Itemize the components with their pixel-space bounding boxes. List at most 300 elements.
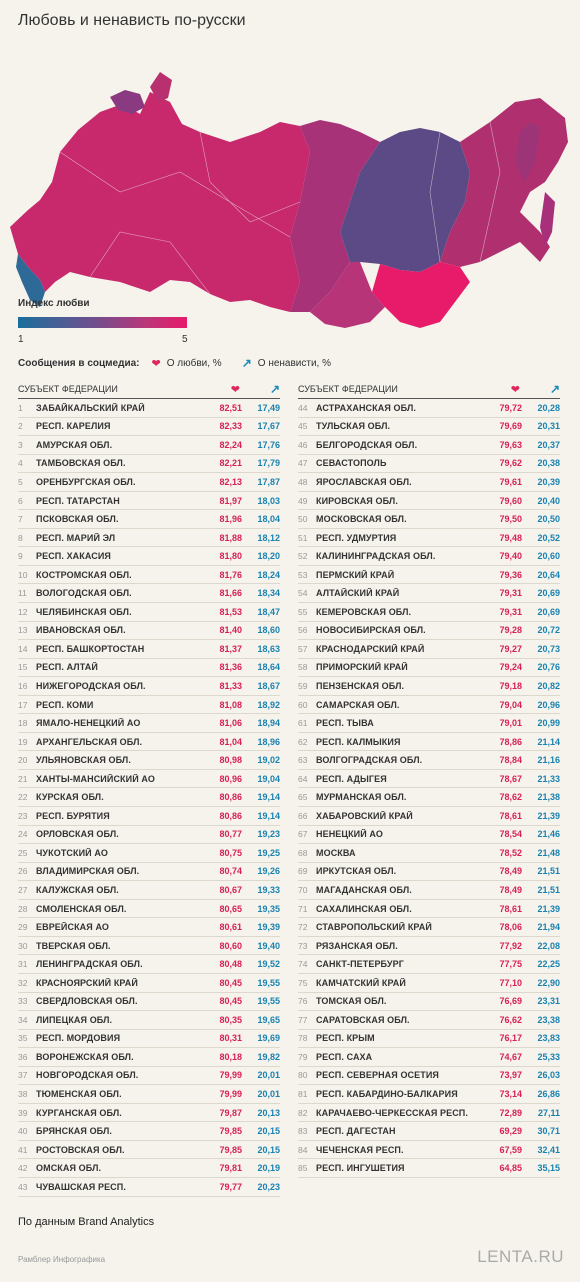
messages-legend-label: Сообщения в соцмедиа: bbox=[18, 357, 140, 369]
row-number: 17 bbox=[18, 699, 28, 710]
table-row bbox=[298, 418, 560, 437]
love-percent: 81,08 bbox=[219, 699, 242, 710]
ranking-table-left bbox=[18, 380, 280, 1197]
hate-percent: 23,38 bbox=[537, 1014, 560, 1025]
subject-name: РЕСП. ДАГЕСТАН bbox=[316, 1126, 396, 1137]
subject-name: АРХАНГЕЛЬСКАЯ ОБЛ. bbox=[36, 736, 143, 747]
love-percent: 82,13 bbox=[219, 476, 242, 487]
love-percent: 80,65 bbox=[219, 903, 242, 914]
row-number: 71 bbox=[298, 903, 308, 914]
table-row bbox=[298, 510, 560, 529]
row-number: 10 bbox=[18, 569, 28, 580]
table-row bbox=[298, 1122, 560, 1141]
table-row bbox=[298, 844, 560, 863]
subject-name: РЕСП. ХАКАСИЯ bbox=[36, 551, 111, 562]
subject-name: НОВГОРОДСКАЯ ОБЛ. bbox=[36, 1070, 139, 1081]
love-percent: 80,61 bbox=[219, 922, 242, 933]
table-row bbox=[298, 974, 560, 993]
subject-name: РЕСП. УДМУРТИЯ bbox=[316, 532, 397, 543]
row-number: 82 bbox=[298, 1107, 308, 1118]
love-percent: 82,51 bbox=[219, 402, 242, 413]
row-number: 8 bbox=[18, 532, 23, 543]
love-percent: 81,96 bbox=[219, 514, 242, 525]
love-percent: 78,62 bbox=[499, 792, 522, 803]
row-number: 6 bbox=[18, 495, 23, 506]
row-number: 43 bbox=[18, 1181, 28, 1192]
subject-name: ВОЛГОГРАДСКАЯ ОБЛ. bbox=[316, 755, 423, 766]
hate-percent: 18,24 bbox=[257, 569, 280, 580]
row-number: 34 bbox=[18, 1014, 28, 1025]
row-number: 75 bbox=[298, 977, 308, 988]
row-number: 73 bbox=[298, 940, 308, 951]
map-region-west bbox=[10, 92, 310, 312]
hate-percent: 20,50 bbox=[537, 514, 560, 525]
lightning-icon: ↗ bbox=[241, 356, 252, 370]
row-number: 37 bbox=[18, 1070, 28, 1081]
row-number: 35 bbox=[18, 1033, 28, 1044]
hate-percent: 20,23 bbox=[257, 1181, 280, 1192]
subject-name: ЛИПЕЦКАЯ ОБЛ. bbox=[36, 1014, 113, 1025]
table-row bbox=[18, 566, 280, 585]
table-row bbox=[18, 788, 280, 807]
table-row bbox=[298, 399, 560, 418]
love-percent: 80,86 bbox=[219, 792, 242, 803]
table-row bbox=[18, 492, 280, 511]
hate-percent: 22,08 bbox=[537, 940, 560, 951]
subject-header: СУБЪЕКТ ФЕДЕРАЦИИ bbox=[298, 384, 398, 394]
row-number: 50 bbox=[298, 514, 308, 525]
heart-icon: ❤ bbox=[230, 383, 240, 396]
hate-percent: 18,94 bbox=[257, 718, 280, 729]
row-number: 5 bbox=[18, 476, 23, 487]
row-number: 60 bbox=[298, 699, 308, 710]
row-number: 69 bbox=[298, 866, 308, 877]
hate-percent: 18,92 bbox=[257, 699, 280, 710]
row-number: 23 bbox=[18, 810, 28, 821]
table-row bbox=[298, 529, 560, 548]
row-number: 52 bbox=[298, 551, 308, 562]
subject-name: РЕСП. КАРЕЛИЯ bbox=[36, 421, 111, 432]
subject-name: РЕСП. КОМИ bbox=[36, 699, 94, 710]
subject-name: РОСТОВСКАЯ ОБЛ. bbox=[36, 1144, 125, 1155]
love-percent: 76,62 bbox=[499, 1014, 522, 1025]
row-number: 72 bbox=[298, 922, 308, 933]
subject-name: СЕВАСТОПОЛЬ bbox=[316, 458, 387, 469]
table-row bbox=[18, 640, 280, 659]
love-percent: 79,72 bbox=[499, 402, 522, 413]
love-percent: 82,24 bbox=[219, 439, 242, 450]
row-number: 30 bbox=[18, 940, 28, 951]
hate-percent: 25,33 bbox=[537, 1051, 560, 1062]
credit-text: Рамблер Инфографика bbox=[18, 1255, 106, 1264]
row-number: 18 bbox=[18, 718, 28, 729]
row-number: 3 bbox=[18, 439, 23, 450]
subject-name: ТОМСКАЯ ОБЛ. bbox=[316, 996, 387, 1007]
row-number: 46 bbox=[298, 439, 308, 450]
love-percent: 80,74 bbox=[219, 866, 242, 877]
hate-percent: 18,12 bbox=[257, 532, 280, 543]
love-percent: 80,45 bbox=[219, 996, 242, 1007]
subject-name: КУРГАНСКАЯ ОБЛ. bbox=[36, 1107, 122, 1118]
row-number: 31 bbox=[18, 959, 28, 970]
subject-name: САНКТ-ПЕТЕРБУРГ bbox=[316, 959, 404, 970]
table-row bbox=[18, 510, 280, 529]
subject-name: УЛЬЯНОВСКАЯ ОБЛ. bbox=[36, 755, 131, 766]
subject-name: ЯМАЛО-НЕНЕЦКИЙ АО bbox=[36, 718, 141, 729]
table-row bbox=[18, 918, 280, 937]
subject-name: РЕСП. ТЫВА bbox=[316, 718, 374, 729]
table-row bbox=[298, 455, 560, 474]
love-percent: 79,27 bbox=[499, 643, 522, 654]
love-percent: 79,31 bbox=[499, 588, 522, 599]
messages-legend bbox=[18, 356, 331, 370]
table-row bbox=[298, 807, 560, 826]
love-percent: 79,62 bbox=[499, 458, 522, 469]
subject-name: САМАРСКАЯ ОБЛ. bbox=[316, 699, 400, 710]
love-percent: 79,31 bbox=[499, 606, 522, 617]
love-percent: 79,01 bbox=[499, 718, 522, 729]
love-percent: 79,48 bbox=[499, 532, 522, 543]
table-row bbox=[18, 900, 280, 919]
hate-percent: 18,64 bbox=[257, 662, 280, 673]
hate-percent: 21,38 bbox=[537, 792, 560, 803]
subject-name: КЕМЕРОВСКАЯ ОБЛ. bbox=[316, 606, 412, 617]
hate-percent: 20,64 bbox=[537, 569, 560, 580]
table-row bbox=[18, 603, 280, 622]
row-number: 77 bbox=[298, 1014, 308, 1025]
hate-percent: 19,25 bbox=[257, 847, 280, 858]
table-row bbox=[18, 1178, 280, 1197]
love-percent: 80,31 bbox=[219, 1033, 242, 1044]
row-number: 44 bbox=[298, 402, 308, 413]
row-number: 81 bbox=[298, 1089, 308, 1099]
love-percent: 79,85 bbox=[219, 1144, 242, 1155]
love-percent: 80,45 bbox=[219, 977, 242, 988]
row-number: 54 bbox=[298, 588, 308, 599]
hate-percent: 21,48 bbox=[537, 847, 560, 858]
row-number: 66 bbox=[298, 810, 308, 821]
table-row bbox=[298, 751, 560, 770]
table-row bbox=[298, 436, 560, 455]
table-row bbox=[298, 566, 560, 585]
table-row bbox=[298, 492, 560, 511]
row-number: 2 bbox=[18, 421, 23, 432]
row-number: 63 bbox=[298, 755, 308, 766]
love-percent: 79,60 bbox=[499, 495, 522, 506]
row-number: 20 bbox=[18, 755, 28, 766]
table-row bbox=[18, 418, 280, 437]
love-percent: 80,75 bbox=[219, 847, 242, 858]
table-header bbox=[298, 380, 560, 399]
table-row bbox=[298, 937, 560, 956]
row-number: 79 bbox=[298, 1051, 308, 1062]
subject-name: ЗАБАЙКАЛЬСКИЙ КРАЙ bbox=[36, 402, 145, 413]
love-percent: 79,87 bbox=[219, 1107, 242, 1118]
index-legend-title: Индекс любви bbox=[18, 298, 90, 309]
subject-name: РЕСП. АЛТАЙ bbox=[36, 662, 98, 673]
row-number: 29 bbox=[18, 922, 28, 933]
heart-icon: ❤ bbox=[510, 383, 520, 396]
row-number: 7 bbox=[18, 514, 23, 525]
heart-icon: ❤ bbox=[151, 357, 161, 370]
love-percent: 80,77 bbox=[219, 829, 242, 840]
table-row bbox=[298, 788, 560, 807]
hate-percent: 20,01 bbox=[257, 1089, 280, 1099]
table-row bbox=[298, 826, 560, 845]
table-row bbox=[18, 1067, 280, 1086]
hate-percent: 21,51 bbox=[537, 866, 560, 877]
love-percent: 79,24 bbox=[499, 662, 522, 673]
subject-name: РЕСП. БАШКОРТОСТАН bbox=[36, 643, 145, 654]
hate-percent: 18,04 bbox=[257, 514, 280, 525]
row-number: 47 bbox=[298, 458, 308, 469]
subject-name: ЯРОСЛАВСКАЯ ОБЛ. bbox=[316, 476, 412, 487]
subject-name: СВЕРДЛОВСКАЯ ОБЛ. bbox=[36, 996, 138, 1007]
table-row bbox=[18, 881, 280, 900]
subject-name: МОСКОВСКАЯ ОБЛ. bbox=[316, 514, 407, 525]
hate-percent: 22,90 bbox=[537, 977, 560, 988]
table-row bbox=[298, 714, 560, 733]
love-percent: 81,97 bbox=[219, 495, 242, 506]
subject-name: РЕСП. АДЫГЕЯ bbox=[316, 773, 387, 784]
love-percent: 81,88 bbox=[219, 532, 242, 543]
subject-name: ИРКУТСКАЯ ОБЛ. bbox=[316, 866, 397, 877]
hate-percent: 19,04 bbox=[257, 773, 280, 784]
hate-percent: 20,28 bbox=[537, 402, 560, 413]
subject-name: РЕСП. МАРИЙ ЭЛ bbox=[36, 532, 116, 543]
subject-name: ТАМБОВСКАЯ ОБЛ. bbox=[36, 458, 126, 469]
table-row bbox=[18, 807, 280, 826]
subject-name: КРАСНОДАРСКИЙ КРАЙ bbox=[316, 643, 425, 654]
table-row bbox=[298, 659, 560, 678]
row-number: 9 bbox=[18, 551, 23, 562]
subject-name: ОРЕНБУРГСКАЯ ОБЛ. bbox=[36, 476, 136, 487]
hate-percent: 19,23 bbox=[257, 829, 280, 840]
row-number: 36 bbox=[18, 1051, 28, 1062]
table-row bbox=[298, 881, 560, 900]
row-number: 58 bbox=[298, 662, 308, 673]
hate-percent: 21,39 bbox=[537, 903, 560, 914]
subject-name: РЕСП. КРЫМ bbox=[316, 1033, 375, 1044]
table-header bbox=[18, 380, 280, 399]
love-percent: 79,63 bbox=[499, 439, 522, 450]
table-row bbox=[298, 547, 560, 566]
subject-name: СТАВРОПОЛЬСКИЙ КРАЙ bbox=[316, 922, 432, 933]
hate-percent: 21,94 bbox=[537, 922, 560, 933]
love-percent: 69,29 bbox=[499, 1126, 522, 1137]
subject-name: КАЛУЖСКАЯ ОБЛ. bbox=[36, 884, 119, 895]
love-percent: 64,85 bbox=[499, 1163, 522, 1174]
subject-name: АСТРАХАНСКАЯ ОБЛ. bbox=[316, 402, 416, 413]
love-percent: 80,86 bbox=[219, 810, 242, 821]
ranking-table-right bbox=[298, 380, 560, 1178]
love-percent: 79,18 bbox=[499, 680, 522, 691]
table-row bbox=[18, 844, 280, 863]
hate-percent: 20,40 bbox=[537, 495, 560, 506]
love-percent: 81,36 bbox=[219, 662, 242, 673]
subject-name: АЛТАЙСКИЙ КРАЙ bbox=[316, 588, 400, 599]
love-percent: 79,04 bbox=[499, 699, 522, 710]
table-row bbox=[298, 1104, 560, 1123]
hate-percent: 23,31 bbox=[537, 996, 560, 1007]
love-percent: 81,40 bbox=[219, 625, 242, 636]
subject-name: ВОЛОГОДСКАЯ ОБЛ. bbox=[36, 588, 132, 599]
table-row bbox=[298, 640, 560, 659]
hate-percent: 18,03 bbox=[257, 495, 280, 506]
russia-map bbox=[0, 32, 580, 332]
subject-name: РЕСП. ТАТАРСТАН bbox=[36, 495, 120, 506]
love-percent: 79,81 bbox=[219, 1163, 242, 1174]
subject-name: ЧУКОТСКИЙ АО bbox=[36, 847, 108, 858]
row-number: 53 bbox=[298, 569, 308, 580]
hate-percent: 20,73 bbox=[537, 643, 560, 654]
love-percent: 79,40 bbox=[499, 551, 522, 562]
hate-percent: 20,01 bbox=[257, 1070, 280, 1081]
hate-percent: 20,96 bbox=[537, 699, 560, 710]
hate-percent: 21,16 bbox=[537, 755, 560, 766]
table-row bbox=[298, 473, 560, 492]
love-percent: 73,14 bbox=[499, 1089, 522, 1099]
hate-percent: 19,35 bbox=[257, 903, 280, 914]
subject-name: ВОРОНЕЖСКАЯ ОБЛ. bbox=[36, 1051, 134, 1062]
row-number: 16 bbox=[18, 680, 28, 691]
subject-name: КАМЧАТСКИЙ КРАЙ bbox=[316, 977, 406, 988]
row-number: 85 bbox=[298, 1163, 308, 1174]
table-row bbox=[18, 677, 280, 696]
subject-name: КРАСНОЯРСКИЙ КРАЙ bbox=[36, 977, 138, 988]
love-percent: 78,49 bbox=[499, 866, 522, 877]
row-number: 48 bbox=[298, 476, 308, 487]
row-number: 64 bbox=[298, 773, 308, 784]
table-row bbox=[18, 770, 280, 789]
hate-percent: 27,11 bbox=[537, 1107, 560, 1118]
hate-percent: 17,87 bbox=[257, 476, 280, 487]
love-percent: 80,18 bbox=[219, 1051, 242, 1062]
table-row bbox=[298, 1085, 560, 1104]
table-row bbox=[298, 1067, 560, 1086]
table-row bbox=[298, 1011, 560, 1030]
subject-name: ОРЛОВСКАЯ ОБЛ. bbox=[36, 829, 119, 840]
subject-name: КОСТРОМСКАЯ ОБЛ. bbox=[36, 569, 132, 580]
hate-percent: 19,14 bbox=[257, 810, 280, 821]
table-row bbox=[18, 529, 280, 548]
table-row bbox=[298, 1030, 560, 1049]
row-number: 33 bbox=[18, 996, 28, 1007]
subject-name: РЕСП. КАБАРДИНО-БАЛКАРИЯ bbox=[316, 1089, 458, 1099]
hate-percent: 20,15 bbox=[257, 1126, 280, 1137]
hate-percent: 17,67 bbox=[257, 421, 280, 432]
love-percent: 78,54 bbox=[499, 829, 522, 840]
index-max-label: 5 bbox=[182, 334, 188, 345]
love-percent: 74,67 bbox=[499, 1051, 522, 1062]
hate-percent: 18,47 bbox=[257, 606, 280, 617]
hate-percent: 17,79 bbox=[257, 458, 280, 469]
table-row bbox=[298, 622, 560, 641]
table-row bbox=[18, 622, 280, 641]
love-percent: 80,60 bbox=[219, 940, 242, 951]
hate-percent: 20,72 bbox=[537, 625, 560, 636]
hate-percent: 19,33 bbox=[257, 884, 280, 895]
hate-percent: 19,52 bbox=[257, 959, 280, 970]
table-row bbox=[298, 677, 560, 696]
subject-name: МУРМАНСКАЯ ОБЛ. bbox=[316, 792, 407, 803]
subject-name: ТЮМЕНСКАЯ ОБЛ. bbox=[36, 1089, 122, 1099]
love-percent: 77,92 bbox=[499, 940, 522, 951]
table-row bbox=[298, 1159, 560, 1178]
row-number: 76 bbox=[298, 996, 308, 1007]
love-percent: 78,06 bbox=[499, 922, 522, 933]
table-row bbox=[18, 974, 280, 993]
row-number: 39 bbox=[18, 1107, 28, 1118]
row-number: 24 bbox=[18, 829, 28, 840]
hate-legend-label: О ненависти, % bbox=[257, 357, 332, 369]
row-number: 49 bbox=[298, 495, 308, 506]
hate-percent: 18,96 bbox=[257, 736, 280, 747]
subject-name: ОМСКАЯ ОБЛ. bbox=[36, 1163, 102, 1174]
hate-percent: 20,52 bbox=[537, 532, 560, 543]
table-row bbox=[298, 584, 560, 603]
hate-percent: 26,86 bbox=[537, 1089, 560, 1099]
row-number: 19 bbox=[18, 736, 28, 747]
hate-percent: 18,67 bbox=[257, 680, 280, 691]
row-number: 41 bbox=[18, 1144, 28, 1155]
hate-percent: 23,83 bbox=[537, 1033, 560, 1044]
table-row bbox=[18, 1085, 280, 1104]
subject-name: РЕСП. ИНГУШЕТИЯ bbox=[316, 1163, 405, 1174]
subject-name: ЧЕЛЯБИНСКАЯ ОБЛ. bbox=[36, 606, 132, 617]
subject-name: ТУЛЬСКАЯ ОБЛ. bbox=[316, 421, 391, 432]
index-gradient-bar bbox=[18, 317, 187, 328]
subject-name: КАЛИНИНГРАДСКАЯ ОБЛ. bbox=[316, 551, 436, 562]
subject-name: ПЕРМСКИЙ КРАЙ bbox=[316, 569, 395, 580]
hate-percent: 20,19 bbox=[257, 1163, 280, 1174]
table-row bbox=[18, 937, 280, 956]
table-row bbox=[18, 993, 280, 1012]
hate-percent: 21,46 bbox=[537, 829, 560, 840]
subject-name: ИВАНОВСКАЯ ОБЛ. bbox=[36, 625, 126, 636]
love-percent: 73,97 bbox=[499, 1070, 522, 1081]
row-number: 15 bbox=[18, 662, 28, 673]
map-region-south-east bbox=[372, 262, 470, 328]
row-number: 65 bbox=[298, 792, 308, 803]
table-row bbox=[18, 1048, 280, 1067]
love-percent: 79,99 bbox=[219, 1070, 242, 1081]
table-row bbox=[298, 900, 560, 919]
love-percent: 81,37 bbox=[219, 643, 242, 654]
table-row bbox=[18, 696, 280, 715]
subject-name: ТВЕРСКАЯ ОБЛ. bbox=[36, 940, 111, 951]
love-percent: 77,75 bbox=[499, 959, 522, 970]
row-number: 55 bbox=[298, 606, 308, 617]
subject-name: НЕНЕЦКИЙ АО bbox=[316, 829, 383, 840]
subject-name: НОВОСИБИРСКАЯ ОБЛ. bbox=[316, 625, 426, 636]
lightning-icon: ↗ bbox=[269, 382, 280, 396]
hate-percent: 20,39 bbox=[537, 476, 560, 487]
subject-name: МАГАДАНСКАЯ ОБЛ. bbox=[316, 884, 412, 895]
table-row bbox=[298, 1048, 560, 1067]
hate-percent: 21,39 bbox=[537, 810, 560, 821]
index-min-label: 1 bbox=[18, 334, 24, 345]
love-percent: 78,49 bbox=[499, 884, 522, 895]
hate-percent: 20,76 bbox=[537, 662, 560, 673]
hate-percent: 19,40 bbox=[257, 940, 280, 951]
love-percent: 80,96 bbox=[219, 773, 242, 784]
love-percent: 79,28 bbox=[499, 625, 522, 636]
table-row bbox=[18, 547, 280, 566]
hate-percent: 20,31 bbox=[537, 421, 560, 432]
love-percent: 76,17 bbox=[499, 1033, 522, 1044]
row-number: 45 bbox=[298, 421, 308, 432]
